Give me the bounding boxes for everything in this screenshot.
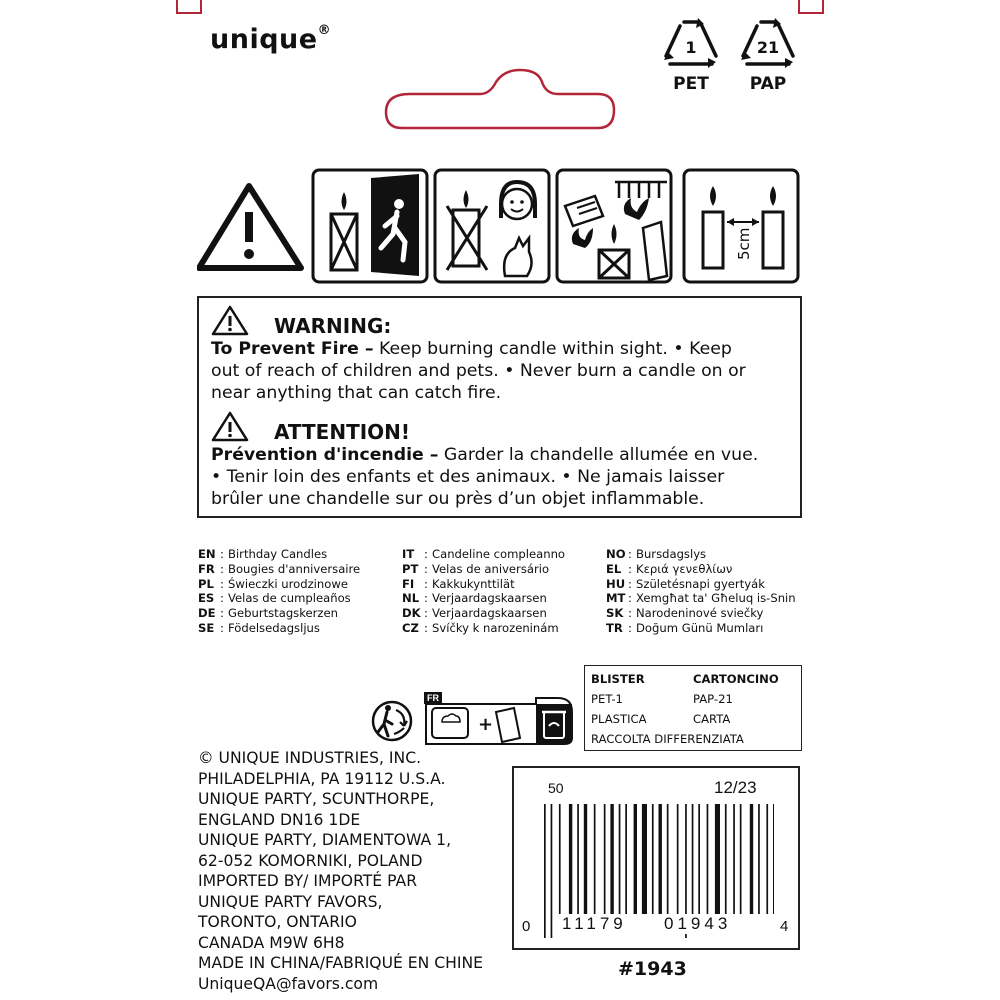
barcode-bar xyxy=(707,804,709,914)
materials-header-blister: BLISTER xyxy=(591,672,645,686)
warning-triangle-icon xyxy=(211,304,249,336)
address-line: MADE IN CHINA/FABRIQUÉ EN CHINE xyxy=(198,954,483,972)
language-row: FI : Kakkukynttilät xyxy=(402,576,515,591)
barcode-bar xyxy=(667,804,669,914)
barcode-bar xyxy=(559,804,561,914)
address-line: PHILADELPHIA, PA 19112 U.S.A. xyxy=(198,769,446,788)
barcode-box xyxy=(512,766,800,950)
barcode-bar xyxy=(766,804,768,914)
recycle-triangle-icon xyxy=(660,16,722,70)
warning-fr-line-3: brûler une chandelle sur ou près d’un objet inflammable. xyxy=(211,489,705,509)
info-tri-panel xyxy=(424,692,574,746)
package-edge-left xyxy=(176,0,202,14)
address-line: © UNIQUE INDUSTRIES, INC. xyxy=(198,749,422,767)
address-line: TORONTO, ONTARIO xyxy=(198,913,357,931)
warning-en-line-1 xyxy=(211,338,732,360)
address-line: UniqueQA@favors.com xyxy=(198,974,379,993)
warning-en-lead: To Prevent Fire – xyxy=(211,339,374,359)
barcode-bar xyxy=(773,804,774,914)
language-row: SK : Narodeninové sviečky xyxy=(606,606,764,621)
barcode-bar xyxy=(642,804,647,914)
spacing-label: 5cm xyxy=(735,227,753,260)
warning-en-line-3: near anything that can catch fire. xyxy=(211,383,502,403)
barcode-bar xyxy=(610,804,613,914)
barcode-bar xyxy=(652,804,654,914)
language-column-1 xyxy=(198,547,360,636)
barcode-bar xyxy=(569,804,572,914)
recycle-label-pet: PET xyxy=(673,74,709,94)
hang-tab-outline xyxy=(380,62,620,134)
language-row: HU : Születésnapi gyertyák xyxy=(606,576,765,591)
barcode-bar xyxy=(551,804,553,938)
materials-table xyxy=(584,665,802,751)
language-row: NO : Bursdagslys xyxy=(606,547,707,561)
warning-fr-line-1 xyxy=(211,444,758,466)
address-line: 62-052 KOMORNIKI, POLAND xyxy=(198,851,423,870)
language-row: SE : Födelsedagsljus xyxy=(198,620,320,635)
svg-text:+: + xyxy=(478,714,494,735)
language-row: DE : Geburtstagskerzen xyxy=(198,606,338,621)
address-line: UNIQUE PARTY FAVORS, xyxy=(198,892,383,911)
address-line: ENGLAND DN16 1DE xyxy=(198,810,361,829)
recycle-number-pap: 21 xyxy=(756,38,780,57)
barcode-bar xyxy=(625,804,627,914)
language-row: PT : Velas de aniversário xyxy=(402,561,550,576)
barcode-bar xyxy=(733,804,735,914)
materials-cell: PLASTICA xyxy=(591,712,647,726)
materials-cell: PAP-21 xyxy=(693,692,733,706)
language-row: EL : Κεριά γενεθλίων xyxy=(606,561,733,576)
barcode-bar xyxy=(634,804,637,914)
address-line: IMPORTED BY/ IMPORTÉ PAR xyxy=(198,872,418,890)
barcode-bar xyxy=(758,804,760,914)
address-line: UNIQUE PARTY, DIAMENTOWA 1, xyxy=(198,831,452,849)
address-line: UNIQUE PARTY, SCUNTHORPE, xyxy=(198,790,435,808)
barcode-bar xyxy=(692,804,694,914)
materials-cell: PET-1 xyxy=(591,692,623,706)
language-row: PL : Świeczki urodzinowe xyxy=(198,576,348,591)
candle-away-from-flammables-icon xyxy=(557,170,671,282)
barcode-digits-right: 01943 xyxy=(664,914,732,933)
language-row: EN : Birthday Candles xyxy=(198,547,328,561)
barcode-bar xyxy=(604,804,606,914)
language-row: TR : Doğum Günü Mumları xyxy=(606,620,764,635)
language-row: NL : Verjaardagskaarsen xyxy=(402,591,547,606)
language-row: IT : Candeline compleanno xyxy=(402,547,566,561)
item-number: #1943 xyxy=(618,958,687,980)
warning-triangle-icon xyxy=(211,410,249,442)
barcode-bar xyxy=(725,804,727,914)
address-line: CANADA M9W 6H8 xyxy=(198,933,345,952)
materials-header-cartoncino: CARTONCINO xyxy=(693,672,779,686)
warning-title: WARNING: xyxy=(274,314,392,338)
registered-mark: ® xyxy=(317,23,332,38)
brand-name: unique xyxy=(210,24,318,55)
recycle-number-pet: 1 xyxy=(685,38,697,57)
barcode-bar xyxy=(750,804,753,914)
language-row: DK : Verjaardagskaarsen xyxy=(402,606,547,621)
barcode-bar xyxy=(577,804,579,914)
attention-title: ATTENTION! xyxy=(274,420,411,444)
barcode-bar xyxy=(677,804,679,914)
candle-spacing-5cm-icon xyxy=(684,170,798,282)
barcode-bar xyxy=(740,804,742,914)
barcode-bar xyxy=(715,804,720,914)
safety-pictograms xyxy=(197,168,802,284)
barcode-digit-first: 0 xyxy=(522,918,531,935)
warning-triangle-icon xyxy=(199,186,301,268)
language-column-2 xyxy=(402,547,565,636)
barcode-bar xyxy=(619,804,621,914)
candle-away-from-children-pets-icon xyxy=(435,170,549,282)
barcode-bar xyxy=(698,804,700,914)
warning-fr-line-2: • Tenir loin des enfants et des animaux. • Ne jamais laisser xyxy=(211,467,725,487)
warning-box xyxy=(197,296,802,518)
warning-fr-lead: Prévention d'incendie – xyxy=(211,445,439,465)
barcode-date: 12/23 xyxy=(714,778,757,797)
language-row: ES : Velas de cumpleaños xyxy=(198,591,351,606)
triman-country: FR xyxy=(424,692,442,704)
language-row: MT : Xemgħat ta' Għeluq is-Snin xyxy=(606,591,796,606)
warning-en-line-2: out of reach of children and pets. • Never burn a candle on or xyxy=(211,361,746,381)
barcode-bar xyxy=(594,804,596,914)
company-address xyxy=(198,748,483,994)
brand-logo xyxy=(210,24,331,55)
recycle-code-pap xyxy=(737,16,799,93)
language-row: CZ : Svíčky k narozeninám xyxy=(402,620,559,635)
barcode-bar xyxy=(544,804,546,938)
language-column-3 xyxy=(606,547,796,636)
triman-icon xyxy=(370,698,414,744)
warning-en-text-1: Keep burning candle within sight. • Keep xyxy=(373,339,732,359)
materials-cell: CARTA xyxy=(693,712,731,726)
barcode-bar xyxy=(584,804,587,914)
package-edge-right xyxy=(798,0,824,14)
barcode-digit-last: 4 xyxy=(780,918,789,935)
warning-fr-text-1: Garder la chandelle allumée en vue. xyxy=(438,445,759,465)
recycle-label-pap: PAP xyxy=(749,74,787,94)
candle-no-leave-room-icon xyxy=(313,170,427,282)
recycle-code-pet xyxy=(660,16,722,93)
barcode-bar xyxy=(659,804,662,914)
language-row: FR : Bougies d'anniversaire xyxy=(198,561,361,576)
recycle-triangle-icon xyxy=(737,16,799,70)
barcode-digits-left: 11179 xyxy=(562,914,627,933)
materials-footer: RACCOLTA DIFFERENZIATA xyxy=(591,732,744,746)
barcode-qty: 50 xyxy=(548,780,564,796)
